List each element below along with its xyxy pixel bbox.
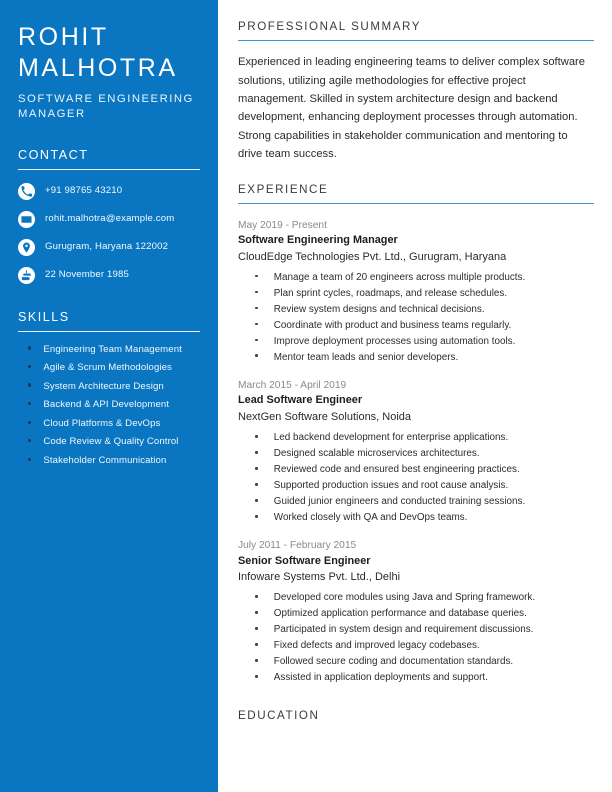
list-item bbox=[238, 672, 594, 684]
candidate-job-title: SOFTWARE ENGINEERING MANAGER bbox=[18, 93, 194, 120]
bullet-icon bbox=[28, 458, 31, 461]
contact-item-email[interactable] bbox=[18, 211, 200, 228]
skill-label: Code Review & Quality Control bbox=[43, 436, 179, 448]
list-item bbox=[238, 464, 594, 476]
skills-list bbox=[18, 344, 200, 466]
list-item bbox=[18, 399, 200, 410]
summary-text: Experienced in leading engineering teams to deliver complex software solutions, utilizing agile methodologies for effective project management. Skilled in system architecture design and backend development, enhancing deployment processes through automation. Strong capabilities in stakeholder communication and mentoring to drive team success. bbox=[238, 56, 586, 161]
bullet-text: Fixed defects and improved legacy codebases. bbox=[273, 640, 480, 652]
birthday-cake-icon bbox=[18, 267, 35, 284]
contact-section bbox=[18, 148, 200, 284]
job-role: Lead Software Engineer bbox=[238, 394, 363, 407]
job-role: Senior Software Engineer bbox=[238, 554, 371, 567]
experience-section bbox=[238, 183, 594, 685]
contact-heading: CONTACT bbox=[18, 147, 89, 162]
experience-heading: EXPERIENCE bbox=[238, 182, 329, 196]
list-item bbox=[238, 320, 594, 332]
list-item bbox=[238, 608, 594, 620]
bullet-icon bbox=[255, 659, 258, 662]
skill-label: Cloud Platforms & DevOps bbox=[43, 417, 161, 429]
contact-phone-value: +91 98765 43210 bbox=[45, 185, 123, 197]
list-item bbox=[238, 272, 594, 284]
skill-label: Backend & API Development bbox=[43, 399, 170, 411]
bullet-text: Optimized application performance and database queries. bbox=[273, 608, 527, 620]
bullet-icon bbox=[255, 611, 258, 614]
job-dates: March 2015 - April 2019 bbox=[238, 380, 347, 392]
bullet-text: Plan sprint cycles, roadmaps, and release schedules. bbox=[273, 287, 508, 299]
job-bullet-list bbox=[238, 272, 594, 364]
skill-label: Agile & Scrum Methodologies bbox=[43, 362, 172, 374]
list-item bbox=[18, 362, 200, 373]
skills-heading: SKILLS bbox=[18, 309, 70, 324]
contact-item-location[interactable] bbox=[18, 239, 200, 256]
bullet-icon bbox=[28, 402, 31, 405]
contact-email-value: rohit.malhotra@example.com bbox=[45, 213, 175, 225]
bullet-icon bbox=[28, 421, 31, 424]
experience-entry bbox=[238, 379, 594, 524]
bullet-icon bbox=[255, 675, 258, 678]
bullet-icon bbox=[255, 291, 258, 294]
list-item bbox=[18, 436, 200, 447]
list-item bbox=[238, 656, 594, 668]
job-company: NextGen Software Solutions, Noida bbox=[238, 411, 412, 424]
job-role: Software Engineering Manager bbox=[238, 234, 398, 247]
bullet-icon bbox=[255, 515, 258, 518]
bullet-text: Guided junior engineers and conducted training sessions. bbox=[273, 496, 526, 508]
bullet-icon bbox=[255, 323, 258, 326]
summary-heading: PROFESSIONAL SUMMARY bbox=[238, 20, 422, 33]
name-last: MALHOTRA bbox=[18, 53, 178, 82]
list-item bbox=[238, 480, 594, 492]
professional-summary-section bbox=[238, 20, 594, 164]
skills-divider bbox=[18, 331, 200, 332]
education-heading: EDUCATION bbox=[238, 708, 320, 722]
list-item bbox=[238, 448, 594, 460]
list-item bbox=[18, 455, 200, 466]
job-company: Infoware Systems Pvt. Ltd., Delhi bbox=[238, 571, 401, 584]
bullet-icon bbox=[255, 354, 258, 357]
bullet-text: Worked closely with QA and DevOps teams. bbox=[273, 512, 468, 523]
bullet-text: Developed core modules using Java and Spring framework. bbox=[273, 592, 536, 604]
list-item bbox=[238, 496, 594, 508]
contact-divider bbox=[18, 169, 200, 170]
bullet-text: Mentor team leads and senior developers. bbox=[273, 351, 459, 363]
candidate-name bbox=[18, 22, 200, 83]
bullet-icon bbox=[255, 643, 258, 646]
job-company: CloudEdge Technologies Pvt. Ltd., Gurugram, Haryana bbox=[238, 251, 507, 263]
list-item bbox=[238, 432, 594, 444]
bullet-text: Reviewed code and ensured best engineering practices. bbox=[273, 464, 520, 476]
bullet-text: Manage a team of 20 engineers across multiple products. bbox=[273, 271, 526, 283]
skill-label: System Architecture Design bbox=[43, 380, 164, 392]
list-item bbox=[238, 304, 594, 316]
job-bullet-list bbox=[238, 592, 594, 684]
location-pin-icon bbox=[18, 239, 35, 256]
bullet-text: Followed secure coding and documentation standards. bbox=[273, 656, 514, 668]
bullet-icon bbox=[255, 499, 258, 502]
list-item bbox=[18, 418, 200, 429]
main-content bbox=[218, 0, 612, 792]
skill-label: Engineering Team Management bbox=[43, 343, 182, 355]
contact-location-value: Gurugram, Haryana 122002 bbox=[45, 241, 169, 253]
bullet-text: Participated in system design and requirement discussions. bbox=[273, 624, 534, 636]
contact-item-birthdate[interactable] bbox=[18, 267, 200, 284]
list-item bbox=[238, 592, 594, 604]
bullet-icon bbox=[255, 451, 258, 454]
sidebar bbox=[0, 0, 218, 792]
bullet-text: Designed scalable microservices architectures. bbox=[273, 448, 480, 460]
bullet-icon bbox=[28, 365, 31, 368]
bullet-text: Review system designs and technical decisions. bbox=[273, 303, 485, 315]
education-section bbox=[238, 709, 594, 722]
bullet-text: Improve deployment processes using automation tools. bbox=[273, 335, 516, 347]
skills-section bbox=[18, 310, 200, 466]
list-item bbox=[238, 624, 594, 636]
bullet-icon bbox=[255, 595, 258, 598]
bullet-icon bbox=[255, 627, 258, 630]
list-item bbox=[238, 512, 594, 524]
bullet-text: Assisted in application deployments and support. bbox=[273, 672, 488, 684]
bullet-icon bbox=[28, 439, 31, 442]
phone-icon bbox=[18, 183, 35, 200]
bullet-icon bbox=[28, 383, 31, 386]
bullet-icon bbox=[255, 339, 258, 342]
summary-divider bbox=[238, 40, 594, 41]
bullet-icon bbox=[255, 435, 258, 438]
contact-item-phone[interactable] bbox=[18, 183, 200, 200]
experience-entry bbox=[238, 219, 594, 364]
bullet-icon bbox=[255, 307, 258, 310]
name-first: ROHIT bbox=[18, 23, 109, 51]
bullet-text: Led backend development for enterprise applications. bbox=[273, 432, 509, 444]
bullet-icon bbox=[255, 275, 258, 278]
list-item bbox=[238, 640, 594, 652]
job-dates: May 2019 - Present bbox=[238, 219, 327, 231]
envelope-icon bbox=[18, 211, 35, 228]
bullet-icon bbox=[255, 467, 258, 470]
experience-divider bbox=[238, 203, 594, 204]
bullet-text: Supported production issues and root cause analysis. bbox=[273, 480, 509, 492]
list-item bbox=[238, 336, 594, 348]
contact-birthdate-value: 22 November 1985 bbox=[45, 269, 129, 281]
skill-label: Stakeholder Communication bbox=[43, 455, 167, 466]
experience-entry bbox=[238, 539, 594, 684]
bullet-text: Coordinate with product and business teams regularly. bbox=[273, 319, 512, 331]
list-item bbox=[18, 381, 200, 392]
list-item bbox=[238, 352, 594, 364]
bullet-icon bbox=[28, 346, 31, 349]
job-dates: July 2011 - February 2015 bbox=[238, 540, 357, 552]
bullet-icon bbox=[255, 483, 258, 486]
list-item bbox=[238, 288, 594, 300]
list-item bbox=[18, 344, 200, 355]
job-bullet-list bbox=[238, 432, 594, 524]
contact-list bbox=[18, 183, 200, 284]
